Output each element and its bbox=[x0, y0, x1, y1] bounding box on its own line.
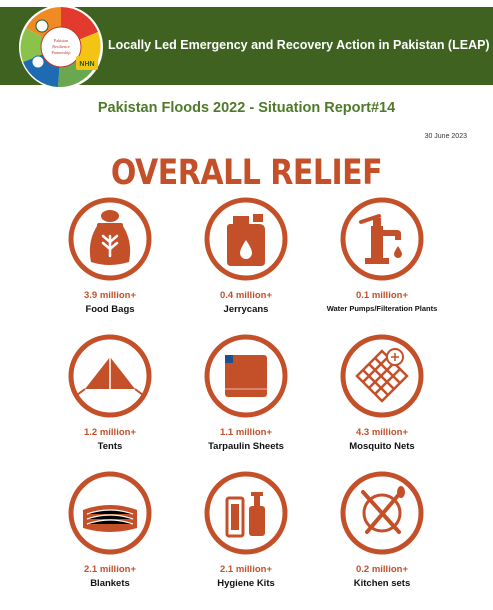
item-value: 0.4 million+ bbox=[219, 290, 272, 301]
item-label: Water Pumps/Filteration Plants bbox=[326, 304, 438, 313]
item-label: Food Bags bbox=[85, 304, 135, 315]
food-bag-icon bbox=[67, 196, 153, 282]
relief-item-kitchen-sets bbox=[317, 470, 447, 589]
item-value: 0.2 million+ bbox=[355, 564, 408, 575]
mosquito-net-icon bbox=[339, 333, 425, 419]
item-label: Hygiene Kits bbox=[217, 578, 275, 589]
item-value: 2.1 million+ bbox=[219, 564, 272, 575]
item-label: Kitchen sets bbox=[353, 578, 411, 589]
logo-text-1: Pakistan bbox=[53, 38, 69, 43]
section-heading: OVERALL RELIEF bbox=[110, 153, 383, 194]
item-label: Jerrycans bbox=[223, 304, 269, 315]
item-label: Tarpaulin Sheets bbox=[208, 441, 284, 452]
item-value: 2.1 million+ bbox=[83, 564, 136, 575]
hygiene-kit-icon bbox=[203, 470, 289, 556]
item-label: Blankets bbox=[90, 578, 130, 589]
logo-badge: NHN bbox=[79, 61, 95, 68]
relief-item-blankets bbox=[45, 470, 175, 589]
relief-item-food-bags bbox=[45, 196, 175, 315]
relief-item-hygiene-kits bbox=[181, 470, 311, 589]
relief-item-tents bbox=[45, 333, 175, 452]
item-value: 3.9 million+ bbox=[83, 290, 136, 301]
header-title: Locally Led Emergency and Recovery Action in Pakistan (LEAP) bbox=[108, 38, 490, 52]
item-label: Mosquito Nets bbox=[349, 441, 415, 452]
item-value: 1.2 million+ bbox=[83, 427, 136, 438]
report-title: Pakistan Floods 2022 - Situation Report#14 bbox=[97, 100, 396, 116]
relief-item-jerrycans bbox=[181, 196, 311, 315]
item-value: 1.1 million+ bbox=[219, 427, 272, 438]
relief-item-water-pumps bbox=[317, 196, 447, 313]
report-date: 30 June 2023 bbox=[424, 133, 467, 140]
tent-icon bbox=[67, 333, 153, 419]
tarpaulin-icon bbox=[203, 333, 289, 419]
kitchen-set-icon bbox=[339, 470, 425, 556]
leap-logo bbox=[18, 4, 104, 90]
jerrycan-icon bbox=[203, 196, 289, 282]
item-value: 4.3 million+ bbox=[355, 427, 408, 438]
item-value: 0.1 million+ bbox=[355, 290, 408, 301]
relief-item-tarpaulin bbox=[181, 333, 311, 452]
blanket-icon bbox=[67, 470, 153, 556]
water-pump-icon bbox=[339, 196, 425, 282]
relief-item-mosquito-nets bbox=[317, 333, 447, 452]
logo-text-3: Partnership bbox=[51, 50, 71, 55]
logo-text-2: Resilience bbox=[52, 44, 70, 49]
item-label: Tents bbox=[97, 441, 123, 452]
